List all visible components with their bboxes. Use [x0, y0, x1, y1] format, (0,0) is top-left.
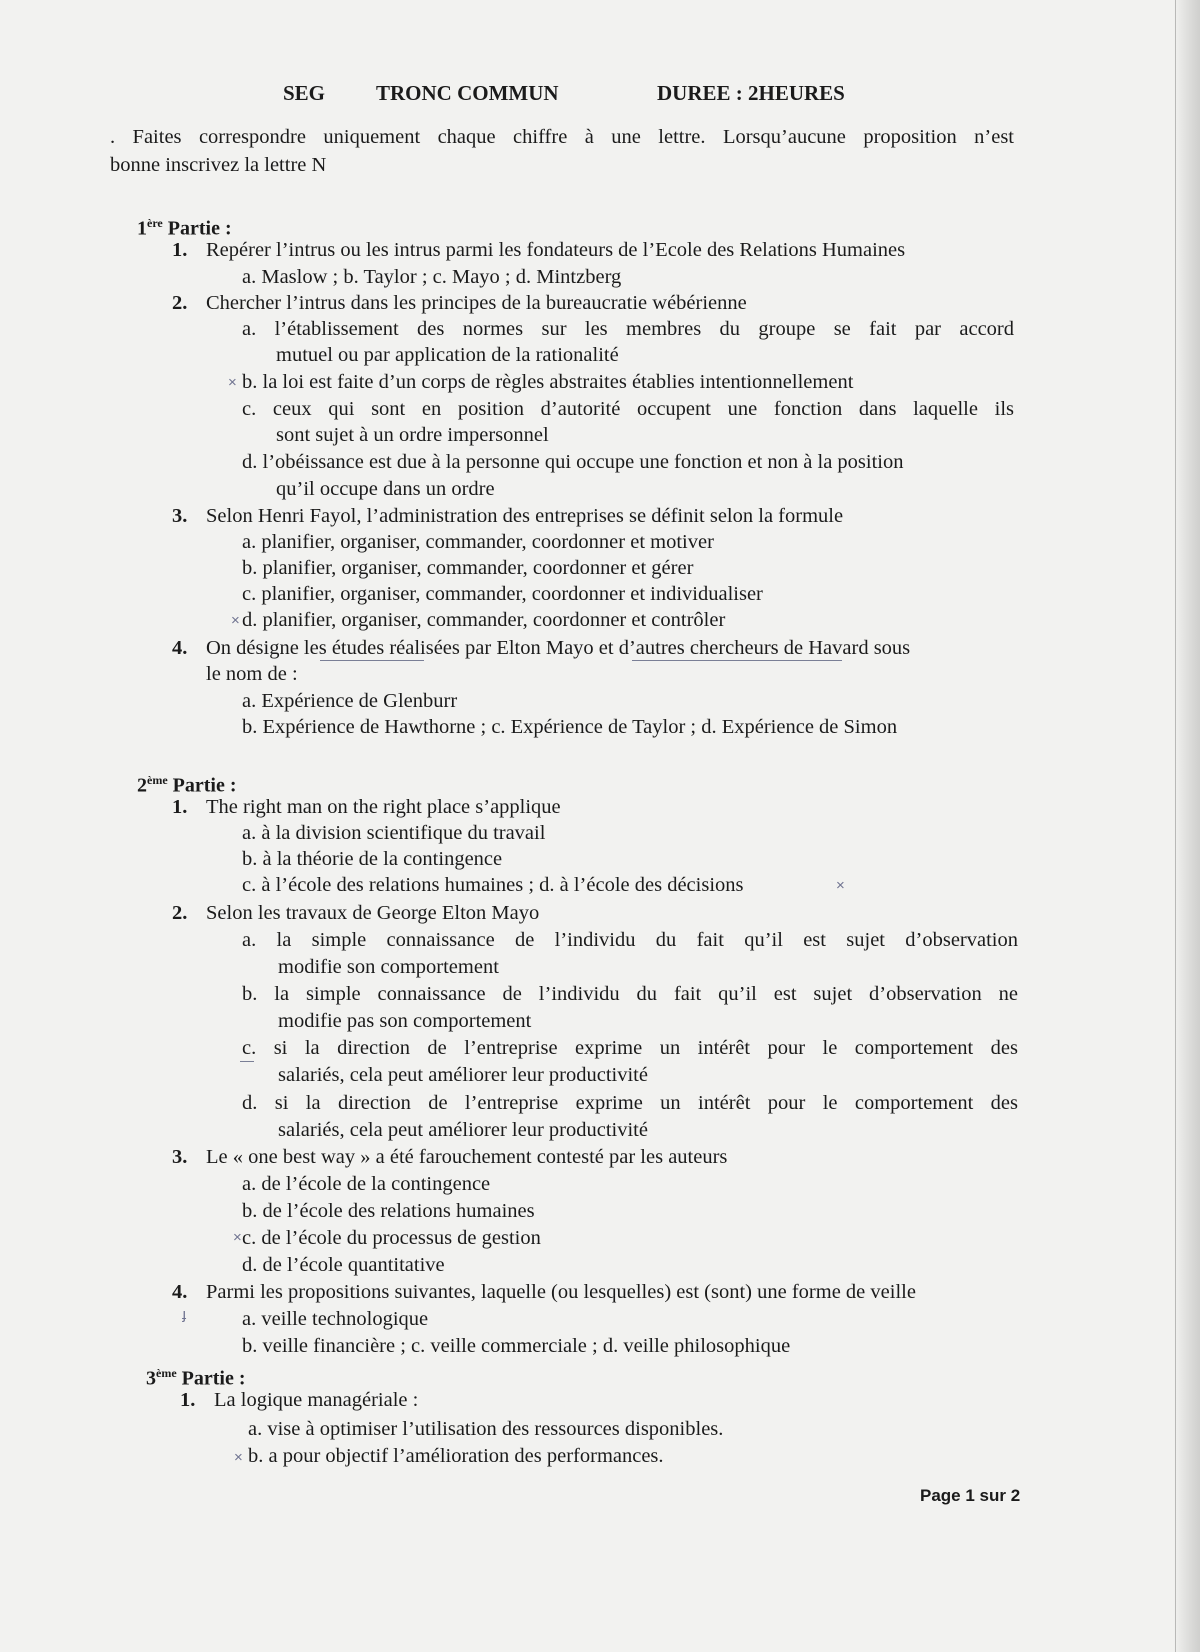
p1-q2-option-a-line-1: a. l’établissement des normes sur les membres du groupe se fait par accord: [242, 318, 1014, 340]
p1-q1-text: Repérer l’intrus ou les intrus parmi les fondateurs de l’Ecole des Relations Humaines: [206, 239, 906, 261]
p2-q1-option-c: c. à l’école des relations humaines ; d. à l’école des décisions: [242, 874, 744, 896]
p1-q3-number: 3.: [172, 505, 188, 527]
p1-q3-option-d: d. planifier, organiser, commander, coordonner et contrôler: [242, 609, 726, 631]
part-3-title-rest: Partie :: [176, 1367, 246, 1390]
p2-q2-option-a-line-1: a. la simple connaissance de l’individu du fait qu’il est sujet d’observation: [242, 929, 1018, 951]
pen-underline: [632, 660, 842, 661]
p2-q4-number: 4.: [172, 1281, 188, 1303]
p2-q1-text: The right man on the right place s’applique: [206, 796, 561, 818]
part-1-title-rest: Partie :: [162, 217, 232, 240]
p1-q1: [172, 237, 905, 263]
p2-q2: [172, 900, 539, 926]
pen-check-mark: ×: [234, 1449, 243, 1466]
instructions-line-2: bonne inscrivez la lettre N: [110, 154, 327, 176]
part-2-title-rest: Partie :: [167, 774, 237, 797]
p2-q1-number: 1.: [172, 796, 188, 818]
p1-q2-number: 2.: [172, 292, 188, 314]
pen-underline: [240, 1061, 254, 1062]
p2-q2-option-c-line-1: c. si la direction de l’entreprise exprime un intérêt pour le comportement des: [242, 1037, 1018, 1059]
pen-check-mark: ×: [228, 374, 237, 391]
pen-check-mark: ×: [231, 612, 240, 629]
p3-q1-number: 1.: [180, 1389, 196, 1411]
p1-q4-text-1: On désigne les études réalisées par Elton Mayo et d’autres chercheurs de Havard sous: [206, 637, 911, 659]
p1-q2: [172, 290, 747, 316]
p1-q3: [172, 503, 843, 529]
p2-q2-option-c-line-2: salariés, cela peut améliorer leur productivité: [278, 1064, 648, 1086]
p2-q4-option-b: b. veille financière ; c. veille commerciale ; d. veille philosophique: [242, 1335, 791, 1357]
part-3-title-num: 3: [146, 1367, 156, 1390]
p2-q1-option-a: a. à la division scientifique du travail: [242, 822, 546, 844]
p3-q1-option-a: a. vise à optimiser l’utilisation des ressources disponibles.: [248, 1418, 724, 1440]
p2-q4-option-a: a. veille technologique: [242, 1308, 429, 1330]
p2-q4: [172, 1279, 916, 1305]
p1-q3-option-c: c. planifier, organiser, commander, coordonner et individualiser: [242, 583, 763, 605]
p1-q2-option-c-line-1: c. ceux qui sont en position d’autorité occupent une fonction dans laquelle ils: [242, 398, 1014, 420]
p1-q2-option-d-line-2: qu’il occupe dans un ordre: [276, 478, 495, 500]
part-2-title-sup: ème: [147, 773, 168, 787]
part-3-title-sup: ème: [156, 1366, 177, 1380]
p2-q2-option-d-line-1: d. si la direction de l’entreprise exprime un intérêt pour le comportement des: [242, 1092, 1018, 1114]
p2-q2-option-b-line-1: b. la simple connaissance de l’individu du fait qu’il est sujet d’observation ne: [242, 983, 1018, 1005]
instructions-line-1: . Faites correspondre uniquement chaque chiffre à une lettre. Lorsqu’aucune proposition n’est: [110, 126, 1014, 148]
p1-q3-text: Selon Henri Fayol, l’administration des entreprises se définit selon la formule: [206, 505, 844, 527]
page-edge-shadow: [1174, 0, 1200, 1652]
page-edge-line: [1175, 0, 1176, 1652]
p2-q2-option-b-line-2: modifie pas son comportement: [278, 1010, 532, 1032]
pen-check-mark: ×: [233, 1229, 242, 1246]
p3-q1: [180, 1387, 418, 1413]
p1-q4-text-2: le nom de :: [206, 663, 298, 685]
p2-q3: [172, 1144, 727, 1170]
header-duree: DUREE : 2HEURES: [657, 81, 845, 105]
p2-q3-option-c: c. de l’école du processus de gestion: [242, 1227, 541, 1249]
p2-q4-text: Parmi les propositions suivantes, laquelle (ou lesquelles) est (sont) une forme de veille: [206, 1281, 916, 1303]
pen-scribble-mark: ɟ: [182, 1306, 187, 1323]
p1-q4-option-b: b. Expérience de Hawthorne ; c. Expérience de Taylor ; d. Expérience de Simon: [242, 716, 898, 738]
p2-q2-text: Selon les travaux de George Elton Mayo: [206, 902, 540, 924]
p1-q1-number: 1.: [172, 239, 188, 261]
p2-q2-option-a-line-2: modifie son comportement: [278, 956, 499, 978]
p2-q2-number: 2.: [172, 902, 188, 924]
p2-q3-text: Le « one best way » a été farouchement contesté par les auteurs: [206, 1146, 728, 1168]
p1-q2-option-d-line-1: d. l’obéissance est due à la personne qui occupe une fonction et non à la position: [242, 451, 904, 473]
p1-q1-answers: a. Maslow ; b. Taylor ; c. Mayo ; d. Mintzberg: [242, 266, 622, 288]
p1-q3-option-a: a. planifier, organiser, commander, coordonner et motiver: [242, 531, 714, 553]
p2-q3-option-a: a. de l’école de la contingence: [242, 1173, 491, 1195]
p1-q2-option-b: b. la loi est faite d’un corps de règles abstraites établies intentionnellement: [242, 371, 854, 393]
p2-q1-option-b: b. à la théorie de la contingence: [242, 848, 503, 870]
p1-q4-option-a: a. Expérience de Glenburr: [242, 690, 458, 712]
p1-q3-option-b: b. planifier, organiser, commander, coordonner et gérer: [242, 557, 694, 579]
p1-q2-option-a-line-2: mutuel ou par application de la rationalité: [276, 344, 619, 366]
p2-q1: [172, 794, 561, 820]
part-1-title-num: 1: [137, 217, 147, 240]
page-number: Page 1 sur 2: [920, 1486, 1021, 1505]
p2-q3-option-d: d. de l’école quantitative: [242, 1254, 445, 1276]
part-1-title-sup: ère: [147, 216, 163, 230]
p2-q2-option-d-line-2: salariés, cela peut améliorer leur productivité: [278, 1119, 648, 1141]
p2-q3-option-b: b. de l’école des relations humaines: [242, 1200, 535, 1222]
pen-underline: [320, 660, 424, 661]
header-tronc-commun: TRONC COMMUN: [376, 81, 559, 105]
p1-q2-text: Chercher l’intrus dans les principes de la bureaucratie wébérienne: [206, 292, 747, 314]
part-2-title-num: 2: [137, 774, 147, 797]
header-seg: SEG: [283, 81, 326, 105]
p1-q4: [172, 635, 910, 661]
p2-q3-number: 3.: [172, 1146, 188, 1168]
p3-q1-text: La logique managériale :: [214, 1389, 419, 1411]
pen-check-mark: ×: [836, 877, 845, 894]
p3-q1-option-b: b. a pour objectif l’amélioration des performances.: [248, 1445, 664, 1467]
p1-q2-option-c-line-2: sont sujet à un ordre impersonnel: [276, 424, 549, 446]
p1-q4-number: 4.: [172, 637, 188, 659]
